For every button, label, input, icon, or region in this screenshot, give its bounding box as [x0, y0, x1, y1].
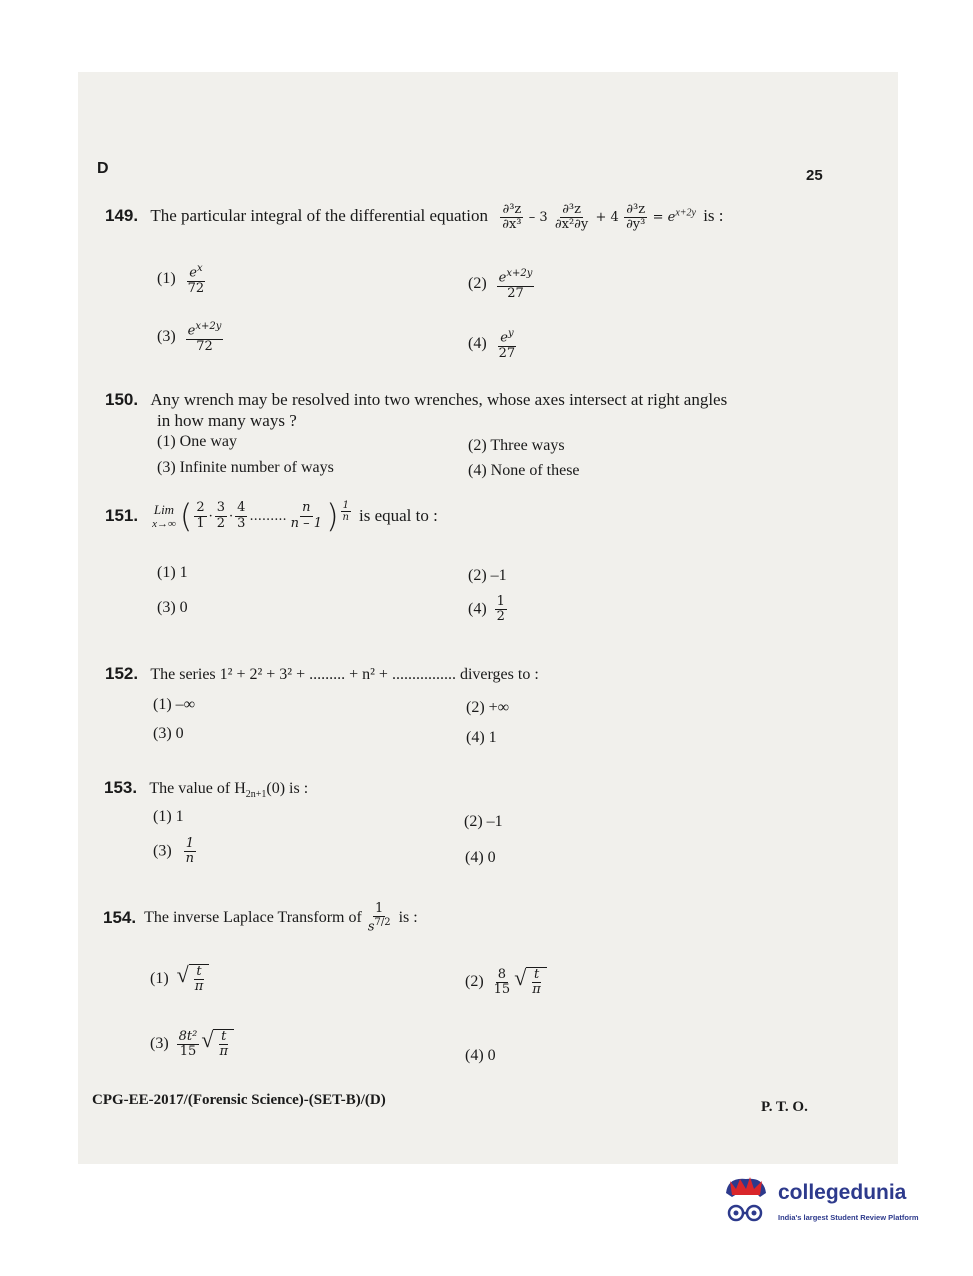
logo-tagline: India's largest Student Review Platform — [778, 1213, 919, 1222]
option-149-3[interactable]: (3) $\frac{e^{x+2y}}{72}$ — [157, 321, 222, 354]
question-number: 152. — [105, 664, 139, 683]
question-number: 153. — [104, 778, 138, 797]
question-text: The value of $H_{2n+1}(0)$ is : — [149, 780, 309, 801]
question-153 — [104, 778, 308, 800]
question-152 — [105, 664, 539, 684]
option-149-2[interactable]: (2) $\frac{e^{x+2y}}{27}$ — [468, 268, 533, 301]
option-150-1[interactable]: (1) One way — [157, 433, 237, 450]
option-153-2[interactable]: (2) –1 — [464, 813, 503, 830]
option-153-3[interactable]: (3) $\frac{1}{n}$ — [153, 836, 195, 867]
option-154-3[interactable]: (3) $\frac{\text{8t²}}{15}$ √ $\frac{t}{\pi}$ — [150, 1029, 234, 1060]
option-151-4[interactable]: (4) $\frac{1}{2}$ — [468, 594, 505, 625]
please-turn-over: P. T. O. — [761, 1099, 808, 1115]
exam-code: CPG-EE-2017/(Forensic Science)-(SET-B)/(D) — [92, 1092, 386, 1108]
question-149 — [105, 203, 724, 233]
question-151: 151. Lim x→∞ ( $\frac{2}{1}$ · $\frac{3}{2}$ · $\frac{4}{3}$ ......... $\frac{n}{n - 1}$ ) $\frac{1}{n}$ is equal to : — [105, 497, 438, 535]
collegedunia-logo[interactable] — [720, 1175, 950, 1235]
limit-operator: Lim x→∞ — [152, 502, 176, 530]
option-152-4[interactable]: (4) 1 — [466, 729, 497, 746]
mascot-icon — [720, 1175, 772, 1231]
question-text: The particular integral of the differential equation — [150, 205, 488, 225]
question-150-line2: in how many ways ? — [157, 411, 297, 430]
question-number: 149. — [105, 205, 139, 225]
question-text: The inverse Laplace Transform of — [144, 909, 362, 927]
question-text: Any wrench may be resolved into two wrenches, whose axes intersect at right angles — [150, 390, 728, 409]
question-number: 151. — [105, 506, 139, 525]
option-154-4[interactable]: (4) 0 — [465, 1047, 496, 1064]
option-151-2[interactable]: (2) –1 — [468, 567, 507, 584]
option-150-4[interactable]: (4) None of these — [468, 462, 580, 479]
option-152-1[interactable]: (1) –∞ — [153, 696, 196, 713]
option-150-3[interactable]: (3) Infinite number of ways — [157, 459, 334, 476]
page-number: 25 — [806, 167, 823, 184]
option-154-2[interactable]: (2) $\frac{8}{15}$ √ $\frac{t}{\pi}$ — [465, 967, 547, 998]
option-151-3[interactable]: (3) 0 — [157, 599, 188, 616]
option-153-4[interactable]: (4) 0 — [465, 849, 496, 866]
differential-equation: $\frac{\text{∂³z}}{\text{∂x³}}$ – 3 $\frac{\text{∂³z}}{\text{∂x²∂y}}$ + 4 $\frac{\text{∂³z}}{\text{∂y³}}$ = $e^{x+2y}$ is : — [502, 202, 724, 233]
option-152-3[interactable]: (3) 0 — [153, 725, 184, 742]
option-153-1[interactable]: (1) 1 — [153, 808, 184, 825]
option-149-1[interactable]: (1) $\frac{e^x}{72}$ — [157, 263, 205, 296]
option-152-2[interactable]: (2) +∞ — [466, 699, 510, 716]
option-149-4[interactable]: (4) $\frac{e^y}{27}$ — [468, 328, 516, 361]
option-154-1[interactable]: (1) √ $\frac{t}{\pi}$ — [150, 964, 209, 995]
logo-brand-text: collegedunia — [778, 1181, 907, 1204]
option-150-2[interactable]: (2) Three ways — [468, 437, 565, 454]
option-151-1[interactable]: (1) 1 — [157, 564, 188, 581]
question-number: 150. — [105, 390, 139, 409]
question-number: 154. — [103, 908, 137, 928]
question-150 — [105, 390, 727, 410]
set-letter: D — [97, 160, 109, 177]
question-154: 154. The inverse Laplace Transform of $\frac{1}{s^{7/2}}$ is : — [103, 901, 418, 935]
question-text: The series 1² + 2² + 3² + ......... + n² + ................ diverges to : — [150, 666, 539, 683]
